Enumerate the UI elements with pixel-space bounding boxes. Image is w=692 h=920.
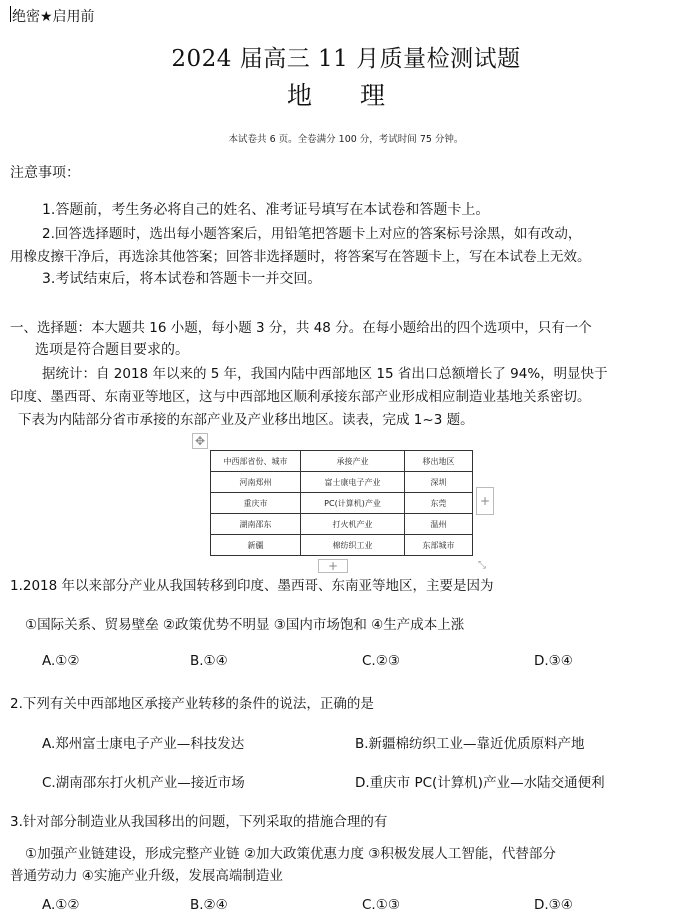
question-1-stem: 1.2018 年以来部分产业从我国转移到印度、墨西哥、东南亚等地区，主要是因为 [10,578,494,594]
section-1-heading: 一、选择题：本大题共 16 小题，每小题 3 分，共 48 分。在每小题给出的四个选项中，只有一个 [10,320,592,336]
table-cell: 棉纺织工业 [301,535,405,556]
table-cell: 打火机产业 [301,514,405,535]
question-3-items-line2: 普通劳动力 ④实施产业升级，发展高端制造业 [10,868,283,884]
table-cell: 新疆 [211,535,301,556]
question-2-option-b: B.新疆棉纺织工业—靠近优质原料产地 [355,736,585,752]
text-cursor [10,6,11,22]
notes-heading: 注意事项： [10,165,80,181]
table-row [211,493,473,514]
add-column-button[interactable]: + [476,487,494,515]
table-row [211,472,473,493]
table-row [211,514,473,535]
secret-mark: 绝密★启用前 [12,9,95,25]
question-3-option-a: A.①② [42,897,80,913]
question-2-option-a: A.郑州富士康电子产业—科技发达 [42,736,245,752]
question-3-stem: 3.针对部分制造业从我国移出的问题，下列采取的措施合理的有 [10,814,388,830]
question-2-option-c: C.湖南邵东打火机产业—接近市场 [42,775,245,791]
exam-title: 2024 届高三 11 月质量检测试题 [171,46,521,72]
note-1: 1.答题前，考生务必将自己的姓名、准考证号填写在本试卷和答题卡上。 [42,202,490,218]
question-1-option-b: B.①④ [190,653,228,669]
question-3-option-b: B.②④ [190,897,228,913]
question-1-option-c: C.②③ [362,653,400,669]
table-row [211,535,473,556]
table-header-row [211,451,473,472]
note-3: 3.考试结束后，将本试卷和答题卡一并交回。 [42,271,322,287]
question-3-items-line1: ①加强产业链建设，形成完整产业链 ②加大政策优惠力度 ③积极发展人工智能，代替部分 [25,846,556,862]
passage-line-1: 据统计：自 2018 年以来的 5 年，我国内陆中西部地区 15 省出口总额增长了 94%，明显快于 [42,366,608,382]
table-cell: 东莞 [405,493,473,514]
table-header-cell: 移出地区 [405,451,473,472]
passage-line-2: 印度、墨西哥、东南亚等地区，这与中西部地区顺利承接东部产业形成相应制造业基地关系密切。 [10,389,591,405]
question-3-option-d: D.③④ [534,897,573,913]
subject-title: 地 理 [287,81,405,110]
question-1-items: ①国际关系、贸易壁垒 ②政策优势不明显 ③国内市场饱和 ④生产成本上涨 [25,617,465,633]
table-cell: 河南郑州 [211,472,301,493]
add-row-button[interactable]: + [318,559,348,573]
table-cell: 深圳 [405,472,473,493]
table-header-cell: 中西部省份、城市 [211,451,301,472]
table-cell: 湖南邵东 [211,514,301,535]
table-cell: 重庆市 [211,493,301,514]
passage-line-3: 下表为内陆部分省市承接的东部产业及产业移出地区。读表，完成 1~3 题。 [18,412,474,428]
table-header-cell: 承接产业 [301,451,405,472]
section-1-heading-cont: 选项是符合题目要求的。 [35,342,189,358]
industry-transfer-table [210,450,473,556]
table-cell: 富士康电子产业 [301,472,405,493]
table-cell: 温州 [405,514,473,535]
question-2-stem: 2.下列有关中西部地区承接产业转移的条件的说法，正确的是 [10,696,374,712]
table-resize-handle[interactable]: ⤡ [478,560,486,571]
question-1-option-a: A.①② [42,653,80,669]
table-cell: PC(计算机)产业 [301,493,405,514]
table-cell: 东部城市 [405,535,473,556]
exam-info: 本试卷共 6 页。全卷满分 100 分，考试时间 75 分钟。 [228,134,464,145]
table-move-handle[interactable]: ✥ [192,433,208,449]
note-2-line2: 用橡皮擦干净后，再选涂其他答案；回答非选择题时，将答案写在答题卡上，写在本试卷上无效。 [10,249,591,265]
question-3-option-c: C.①③ [362,897,400,913]
question-1-option-d: D.③④ [534,653,573,669]
note-2-line1: 2.回答选择题时，选出每小题答案后，用铅笔把答题卡上对应的答案标号涂黑，如有改动， [42,226,582,242]
question-2-option-d: D.重庆市 PC(计算机)产业—水陆交通便利 [355,775,605,791]
